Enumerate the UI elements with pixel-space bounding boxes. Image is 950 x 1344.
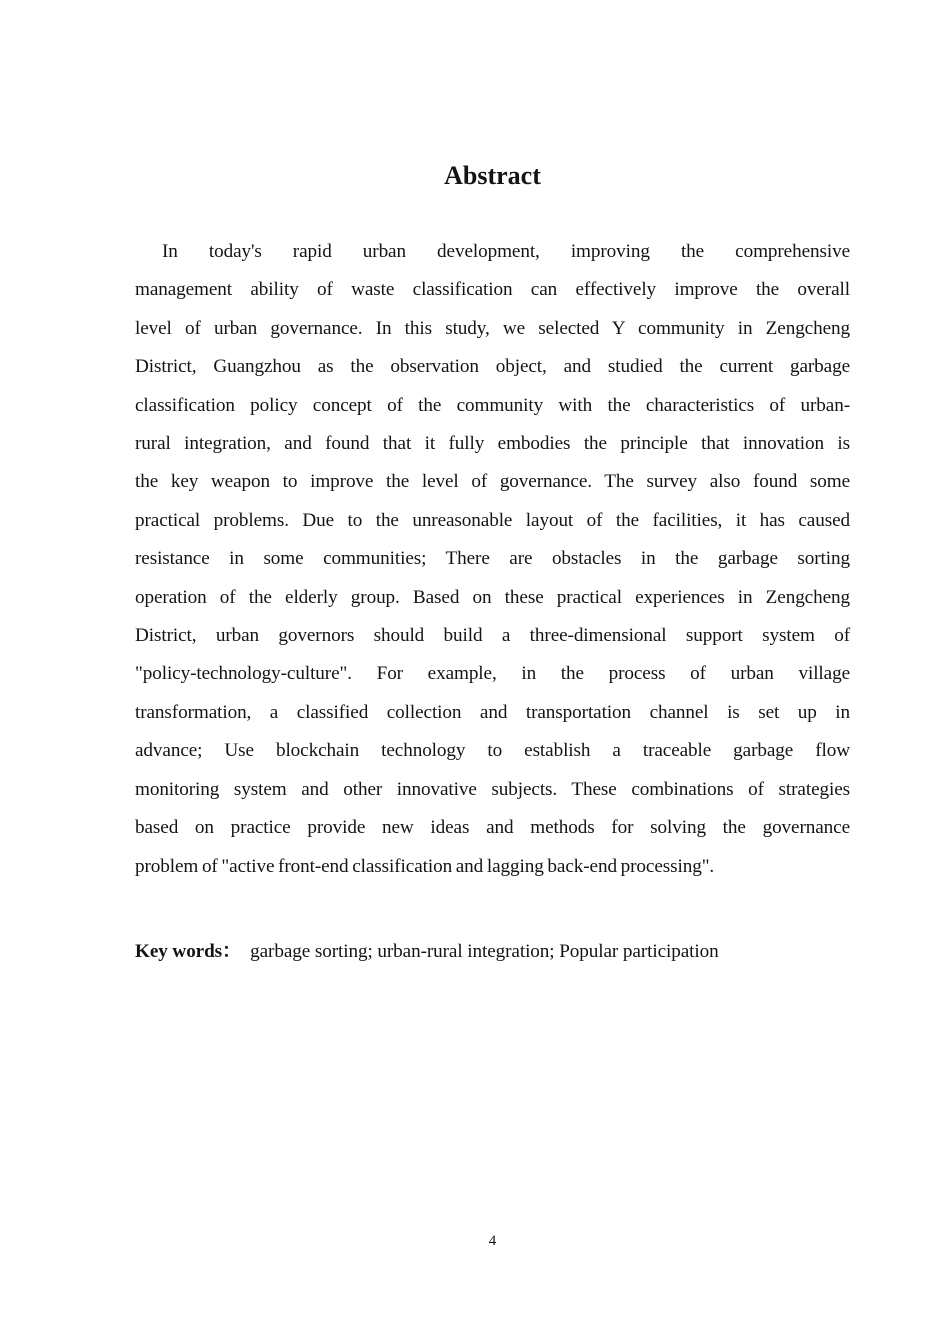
paragraph-line: management ability of waste classification can effectively improve the overall (135, 279, 850, 301)
paragraph-line: transformation, a classified collection and transportation channel is set up in (135, 701, 850, 723)
paragraph-line: problem of "active front-end classification and lagging back-end processing". (135, 855, 715, 877)
paragraph-line: District, Guangzhou as the observation object, and studied the current garbage (135, 356, 850, 378)
page-number: 4 (488, 1233, 497, 1249)
page-footer (135, 1231, 850, 1251)
paragraph-line: operation of the elderly group. Based on these practical experiences in Zengcheng (135, 586, 850, 608)
paragraph-line: advance; Use blockchain technology to establish a traceable garbage flow (135, 740, 850, 762)
paragraph-line: resistance in some communities; There are obstacles in the garbage sorting (135, 548, 850, 570)
keywords-label: Key words (135, 940, 223, 962)
paragraph-line: classification policy concept of the community with the characteristics of urban- (135, 394, 850, 416)
paragraph-line: based on practice provide new ideas and methods for solving the governance (135, 817, 850, 839)
paragraph-line: rural integration, and found that it fully embodies the principle that innovation is (135, 433, 850, 455)
paragraph-line: level of urban governance. In this study, we selected Y community in Zengcheng (135, 317, 850, 339)
paragraph-line: In today's rapid urban development, improving the comprehensive (162, 241, 850, 262)
paragraph-line: practical problems. Due to the unreasonable layout of the facilities, it has caused (135, 509, 850, 531)
keywords-text: garbage sorting; urban-rural integration; Popular participation (250, 940, 719, 962)
abstract-heading: Abstract (444, 161, 541, 190)
keywords-colon: ： (222, 940, 242, 962)
paragraph-line: "policy-technology-culture". For example, in the process of urban village (135, 663, 850, 685)
paragraph-line: District, urban governors should build a three-dimensional support system of (135, 625, 850, 647)
page-content (135, 0, 850, 971)
keywords-line (135, 933, 850, 971)
paragraph-line: the key weapon to improve the level of governance. The survey also found some (135, 471, 850, 493)
paragraph-line: monitoring system and other innovative subjects. These combinations of strategies (135, 778, 850, 800)
abstract-paragraph (135, 233, 850, 886)
